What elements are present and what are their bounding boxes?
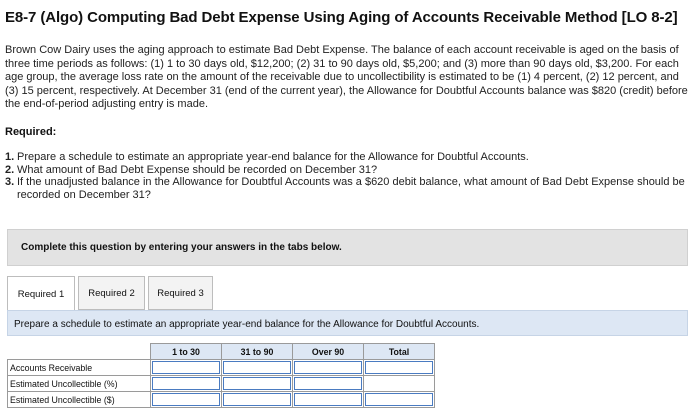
table-cell — [364, 376, 435, 392]
requirements-list — [5, 151, 695, 201]
panel-instruction: Prepare a schedule to estimate an appropriate year-end balance for the Allowance for Doubtful Accounts. — [14, 319, 480, 330]
aging-schedule-table — [7, 343, 435, 408]
header-blank-cell — [8, 344, 151, 360]
table-cell — [293, 376, 364, 392]
requirement-text: Prepare a schedule to estimate an appropriate year-end balance for the Allowance for Doubtful Accounts. — [17, 151, 529, 163]
row-label-estimated-uncollectible-dollars: Estimated Uncollectible ($) — [8, 392, 151, 408]
banner-text: Complete this question by entering your answers in the tabs below. — [21, 242, 342, 253]
tab-required-2[interactable]: Required 2 — [78, 276, 145, 310]
amt-31-to-90-input[interactable] — [223, 393, 291, 406]
column-header-over-90: Over 90 — [293, 344, 364, 360]
column-header-total: Total — [364, 344, 435, 360]
table-cell — [364, 392, 435, 408]
table-cell — [222, 376, 293, 392]
requirement-tabs — [7, 276, 216, 310]
table-cell — [364, 360, 435, 376]
row-label-accounts-receivable: Accounts Receivable — [8, 360, 151, 376]
amt-1-to-30-input[interactable] — [152, 393, 220, 406]
requirement-number: 1. — [5, 151, 15, 163]
requirement-item — [5, 151, 695, 164]
column-header-1-to-30: 1 to 30 — [151, 344, 222, 360]
ar-1-to-30-input[interactable] — [152, 361, 220, 374]
requirement-number: 3. — [5, 176, 15, 189]
pct-1-to-30-input[interactable] — [152, 377, 220, 390]
pct-31-to-90-input[interactable] — [223, 377, 291, 390]
requirement-item — [5, 176, 695, 201]
requirement-number: 2. — [5, 163, 15, 176]
ar-31-to-90-input[interactable] — [223, 361, 291, 374]
table-cell — [151, 392, 222, 408]
ar-total-input[interactable] — [365, 361, 433, 374]
problem-title: E8-7 (Algo) Computing Bad Debt Expense Using Aging of Accounts Receivable Method [LO 8-2] — [5, 9, 678, 26]
table-cell — [222, 360, 293, 376]
instructions-banner — [7, 229, 688, 266]
problem-text: Brown Cow Dairy uses the aging approach to estimate Bad Debt Expense. The balance of each account receivable is aged on the basis of three time periods as follows: (1) 1 to 30 days old, $12,200; (2) 31 to 90 days old, $5,200; and (3) more than 90 days old, $3,200. For each age group, the average loss rate on the amount of the receivable due to uncollectibility is estimated to be (1) 4 percent, (2) 12 percent, and (3) 15 percent, respectively. At December 31 (end of the current year), the Allowance for Doubtful Accounts balance was $820 (credit) before the end-of-period adjusting entry is made. — [5, 44, 688, 111]
table-cell — [293, 392, 364, 408]
requirement-item — [5, 164, 695, 177]
amt-over-90-input[interactable] — [294, 393, 362, 406]
table-cell — [151, 360, 222, 376]
table-cell — [222, 392, 293, 408]
table-cell — [151, 376, 222, 392]
table-cell — [293, 360, 364, 376]
table-row — [8, 376, 435, 392]
row-label-estimated-uncollectible-percent: Estimated Uncollectible (%) — [8, 376, 151, 392]
ar-over-90-input[interactable] — [294, 361, 362, 374]
table-row — [8, 360, 435, 376]
amt-total-input[interactable] — [365, 393, 433, 406]
requirement-text: What amount of Bad Debt Expense should be recorded on December 31? — [17, 163, 378, 176]
column-header-31-to-90: 31 to 90 — [222, 344, 293, 360]
required-heading: Required: — [5, 126, 57, 138]
pct-over-90-input[interactable] — [294, 377, 362, 390]
table-header-row — [8, 344, 435, 360]
tab-panel-header — [7, 310, 688, 336]
tab-required-1[interactable]: Required 1 — [7, 276, 75, 311]
requirement-text: If the unadjusted balance in the Allowance for Doubtful Accounts was a $620 debit balance, what amount of Bad Debt Expense should be recorded on December 31? — [17, 176, 685, 201]
tab-required-3[interactable]: Required 3 — [148, 276, 213, 310]
table-row — [8, 392, 435, 408]
